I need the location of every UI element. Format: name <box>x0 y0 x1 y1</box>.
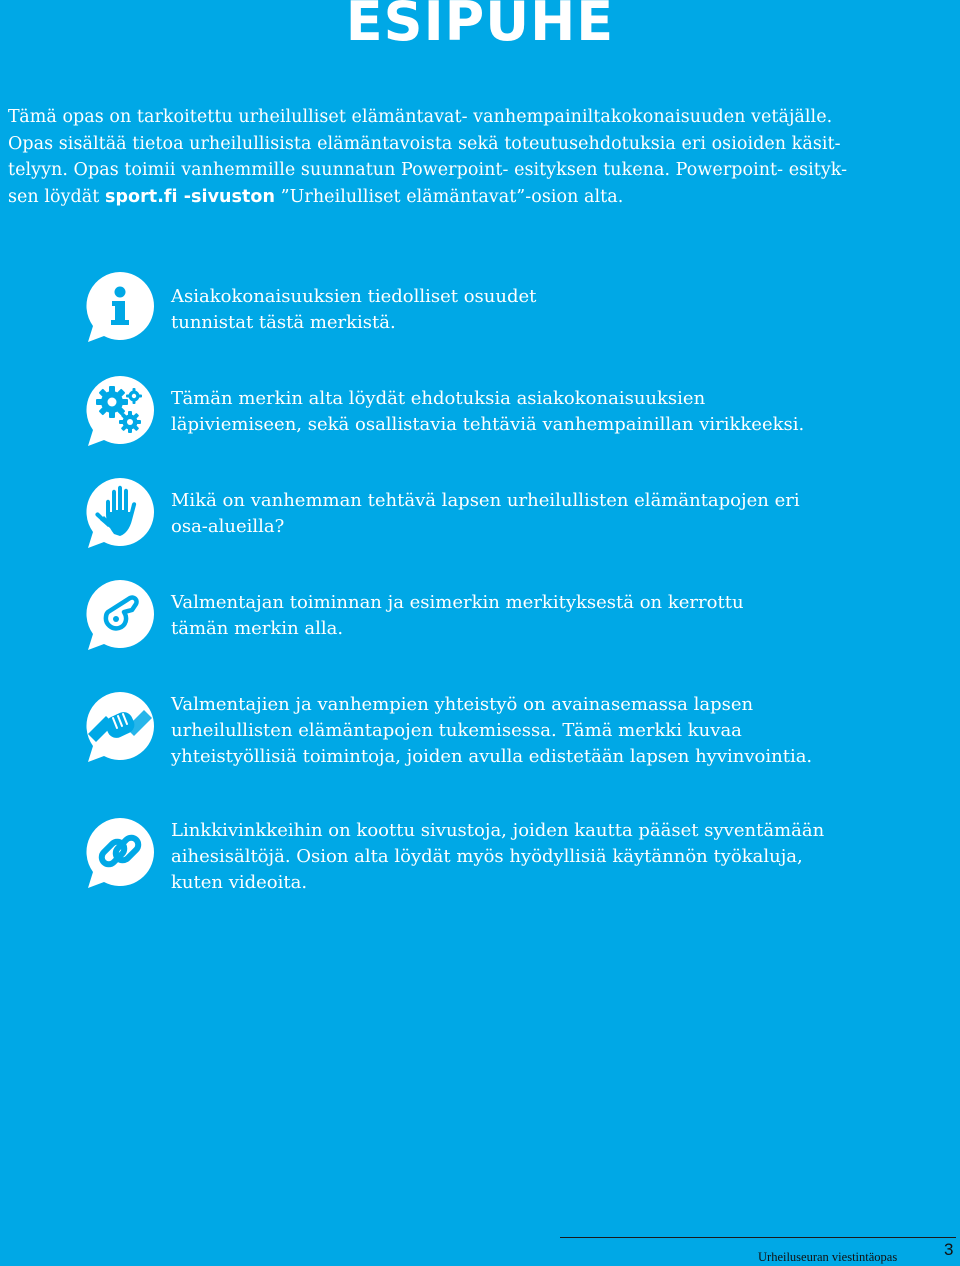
page-title: ESIPUHE <box>345 0 615 53</box>
intro-line: Tämä opas on tarkoitettu urheilulliset elämäntavat- vanhempainiltakokonaisuuden vetäjälle. <box>8 107 833 127</box>
intro-text: sen löydät <box>8 186 105 207</box>
footer-publication-name: Urheiluseuran viestintäopas <box>758 1250 898 1264</box>
legend-line: Asiakokonaisuuksien tiedolliset osuudet <box>171 286 537 307</box>
intro-text: ”Urheilulliset elämäntavat”-osion alta. <box>275 186 624 207</box>
legend-line: osa-alueilla? <box>171 516 285 537</box>
footer-divider <box>560 1237 956 1238</box>
intro-paragraph <box>8 104 960 210</box>
legend-line: tunnistat tästä merkistä. <box>171 312 396 333</box>
legend-text <box>171 284 536 336</box>
legend-line: aihesisältöjä. Osion alta löydät myös hyödyllisiä käytännön työkaluja, <box>171 846 803 867</box>
handshake-icon <box>84 690 156 762</box>
hands-icon <box>84 476 156 548</box>
legend-text <box>171 692 812 770</box>
legend-text <box>171 488 800 540</box>
legend-text <box>171 590 744 642</box>
legend-line: Linkkivinkkeihin on koottu sivustoja, joiden kautta pääset syventämään <box>171 820 825 841</box>
page-number: 3 <box>944 1240 954 1259</box>
intro-line <box>8 184 960 211</box>
legend-line: läpiviemiseen, sekä osallistavia tehtäviä vanhempainillan virikkeeksi. <box>171 414 805 435</box>
site-reference: sport.fi -sivuston <box>104 186 276 207</box>
legend-line: Valmentajien ja vanhempien yhteistyö on avainasemassa lapsen <box>171 694 754 715</box>
info-icon <box>84 270 156 342</box>
gears-icon <box>84 374 156 446</box>
legend-line: urheilullisten elämäntapojen tukemisessa. Tämä merkki kuvaa <box>171 720 742 741</box>
legend-line: yhteistyöllisiä toimintoja, joiden avulla edistetään lapsen hyvinvointia. <box>171 746 813 767</box>
legend-line: Tämän merkin alta löydät ehdotuksia asiakokonaisuuksien <box>171 388 706 409</box>
legend-line: kuten videoita. <box>171 872 308 893</box>
intro-line: Opas sisältää tietoa urheilullisista elämäntavoista sekä toteutusehdotuksia eri osioiden käsit- <box>8 133 841 154</box>
whistle-icon <box>84 578 156 650</box>
legend-text <box>171 386 804 438</box>
legend-line: tämän merkin alla. <box>171 618 344 639</box>
legend-line: Mikä on vanhemman tehtävä lapsen urheilullisten elämäntapojen eri <box>171 490 800 511</box>
legend-line: Valmentajan toiminnan ja esimerkin merkityksestä on kerrottu <box>171 592 744 613</box>
intro-line: telyyn. Opas toimii vanhemmille suunnatun Powerpoint- esityksen tukena. Powerpoint- esityk- <box>8 160 848 180</box>
link-icon <box>84 816 156 888</box>
legend-text <box>171 818 824 896</box>
